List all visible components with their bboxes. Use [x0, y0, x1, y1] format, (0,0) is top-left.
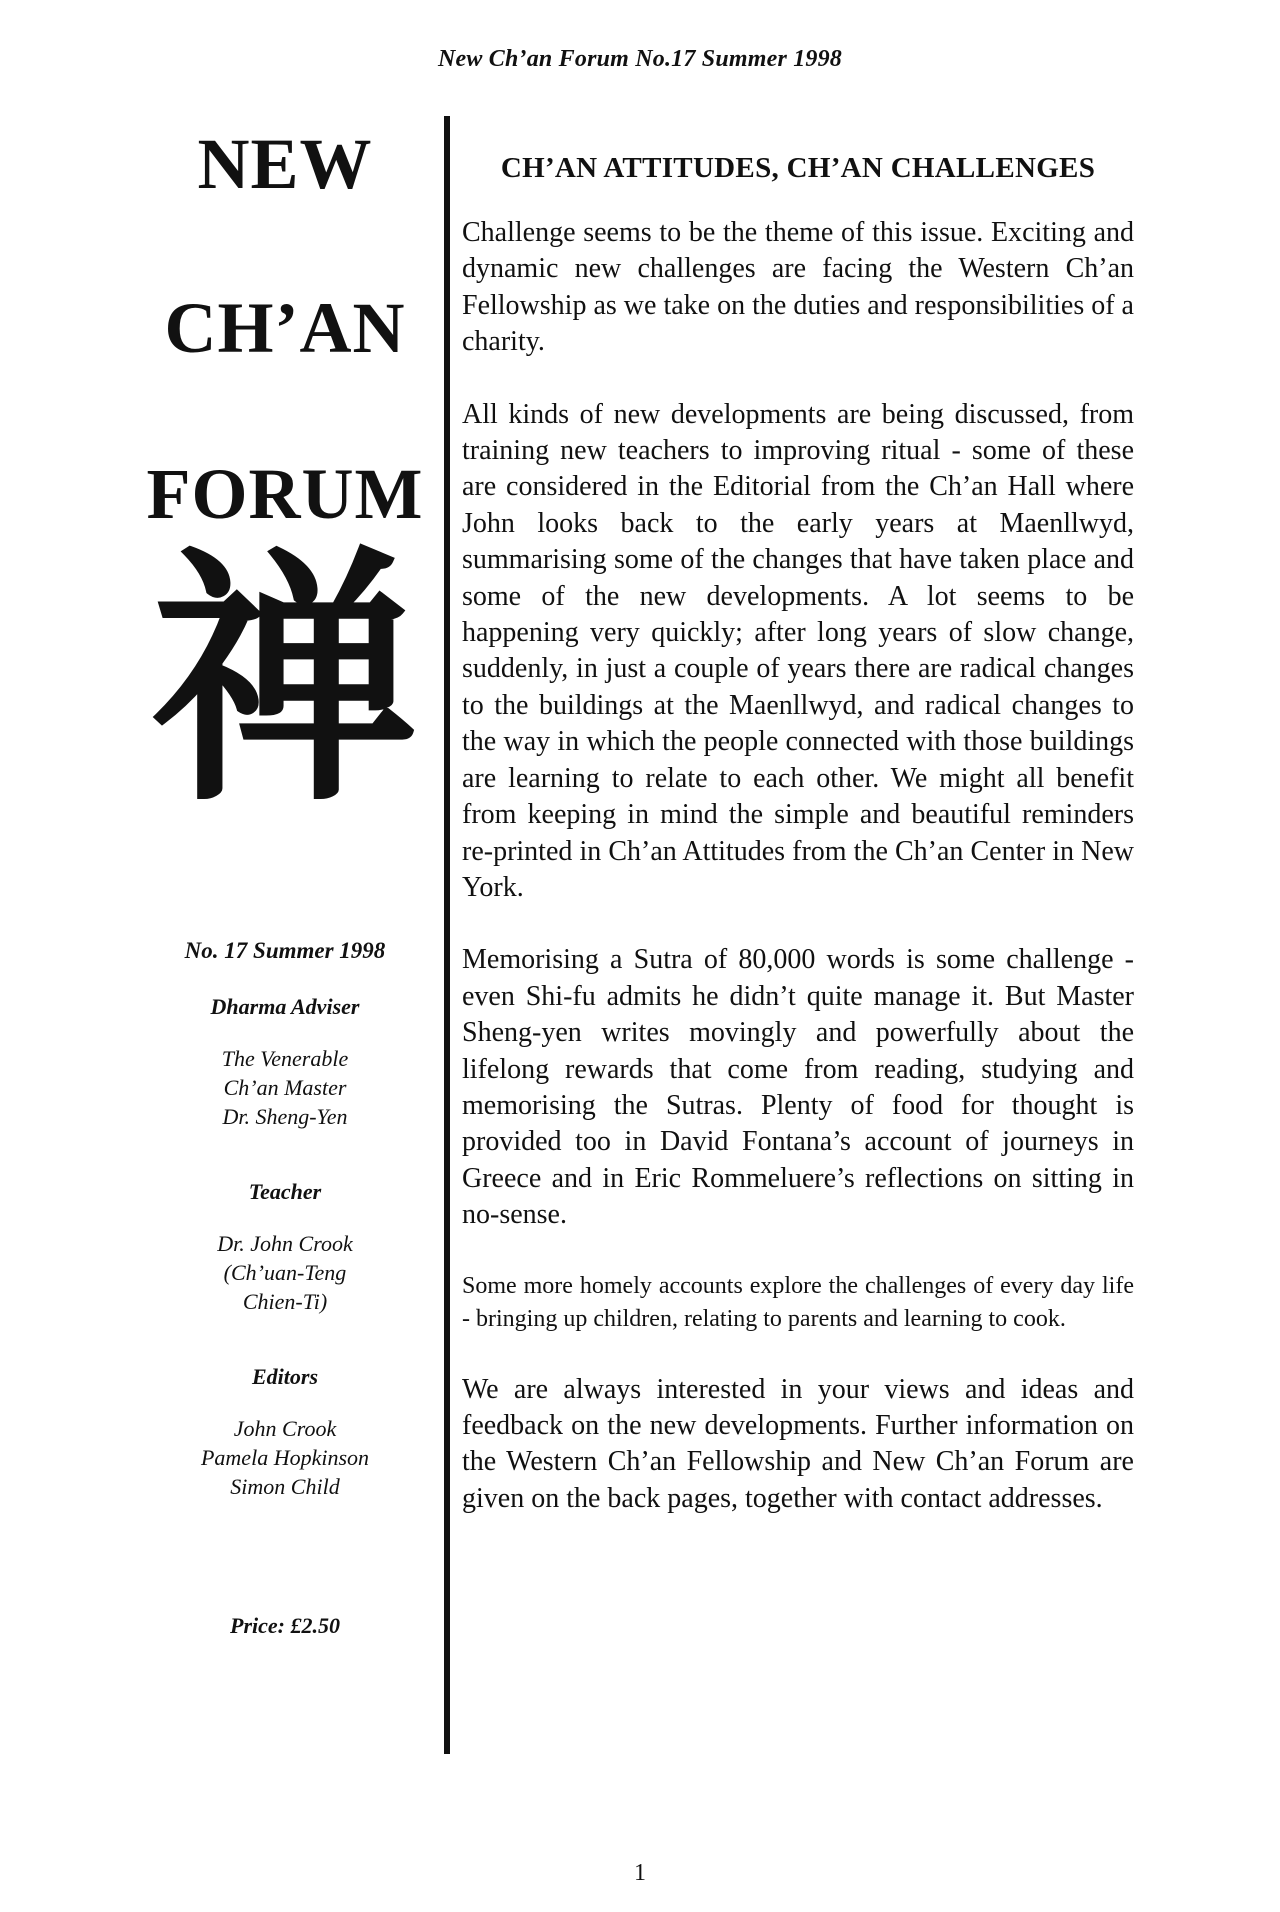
chan-calligraphy-logo: 禅	[151, 526, 419, 838]
dharma-adviser-line: Ch’an Master	[223, 1075, 347, 1100]
editors-label: Editors	[251, 1364, 319, 1389]
vertical-divider	[444, 116, 450, 1754]
article-paragraph: We are always interested in your views and ideas and feedback on the new developments. Further information on the Western Ch’an Fellowship and New Ch’an Forum are given on the back pages, together with contact addresses.	[462, 1373, 1134, 1514]
editor-line: Pamela Hopkinson	[200, 1445, 370, 1470]
teacher-names	[120, 1229, 450, 1316]
editor-line: Simon Child	[230, 1474, 340, 1499]
dharma-adviser-line: The Venerable	[221, 1046, 349, 1071]
running-header: New Ch’an Forum No.17 Summer 1998	[437, 46, 842, 72]
article-paragraph: Challenge seems to be the theme of this issue. Exciting and dynamic new challenges are facing the Western Ch’an Fellowship as we take on the duties and responsibilities of a charity.	[462, 217, 1134, 358]
article-paragraph: Some more homely accounts explore the challenges of every day life - bringing up children, relating to parents and learning to cook.	[462, 1272, 1134, 1332]
price-label: Price: £2.50	[230, 1613, 340, 1638]
dharma-adviser-names	[120, 1044, 450, 1131]
sidebar	[120, 118, 450, 1639]
editors-names	[120, 1414, 450, 1501]
masthead-word-forum: FORUM	[146, 454, 424, 534]
teacher-line: Dr. John Crook	[217, 1231, 353, 1256]
article-paragraph: All kinds of new developments are being discussed, from training new teachers to improving ritual - some of these are considered in the Editorial from the Ch’an Hall where John looks back to the early years at Maenllwyd, summarising some of the changes that have taken place and some of the new developments. A lot seems to be happening very quickly; after long years of slow change, suddenly, in just a couple of years there are radical changes to the buildings at the Maenllwyd, and radical changes to the way in which the people connected with those buildings are learning to relate to each other. We might all benefit from keeping in mind the simple and beautiful reminders re-printed in Ch’an Attitudes from the Ch’an Center in New York.	[462, 398, 1134, 903]
teacher-line: (Ch’uan-Teng	[223, 1260, 347, 1285]
masthead-word-new: NEW	[197, 124, 373, 204]
masthead-word-chan: CH’AN	[164, 288, 406, 368]
editor-line: John Crook	[233, 1416, 337, 1441]
teacher-label: Teacher	[248, 1179, 322, 1204]
page-number: 1	[634, 1860, 646, 1886]
dharma-adviser-line: Dr. Sheng-Yen	[222, 1104, 348, 1129]
dharma-adviser-label: Dharma Adviser	[210, 994, 360, 1019]
article-paragraph: Memorising a Sutra of 80,000 words is some challenge - even Shi-fu admits he didn’t quite manage it. But Master Sheng-yen writes movingly and powerfully about the lifelong rewards that come from reading, studying and memorising the Sutras. Plenty of food for thought is provided too in David Fontana’s account of journeys in Greece and in Eric Rommeluere’s reflections on sitting in no-sense.	[462, 944, 1134, 1231]
article-title: CH’AN ATTITUDES, CH’AN CHALLENGES	[500, 152, 1096, 184]
issue-info: No. 17 Summer 1998	[184, 938, 386, 963]
teacher-line: Chien-Ti)	[242, 1289, 328, 1314]
main-article	[462, 152, 1134, 1553]
